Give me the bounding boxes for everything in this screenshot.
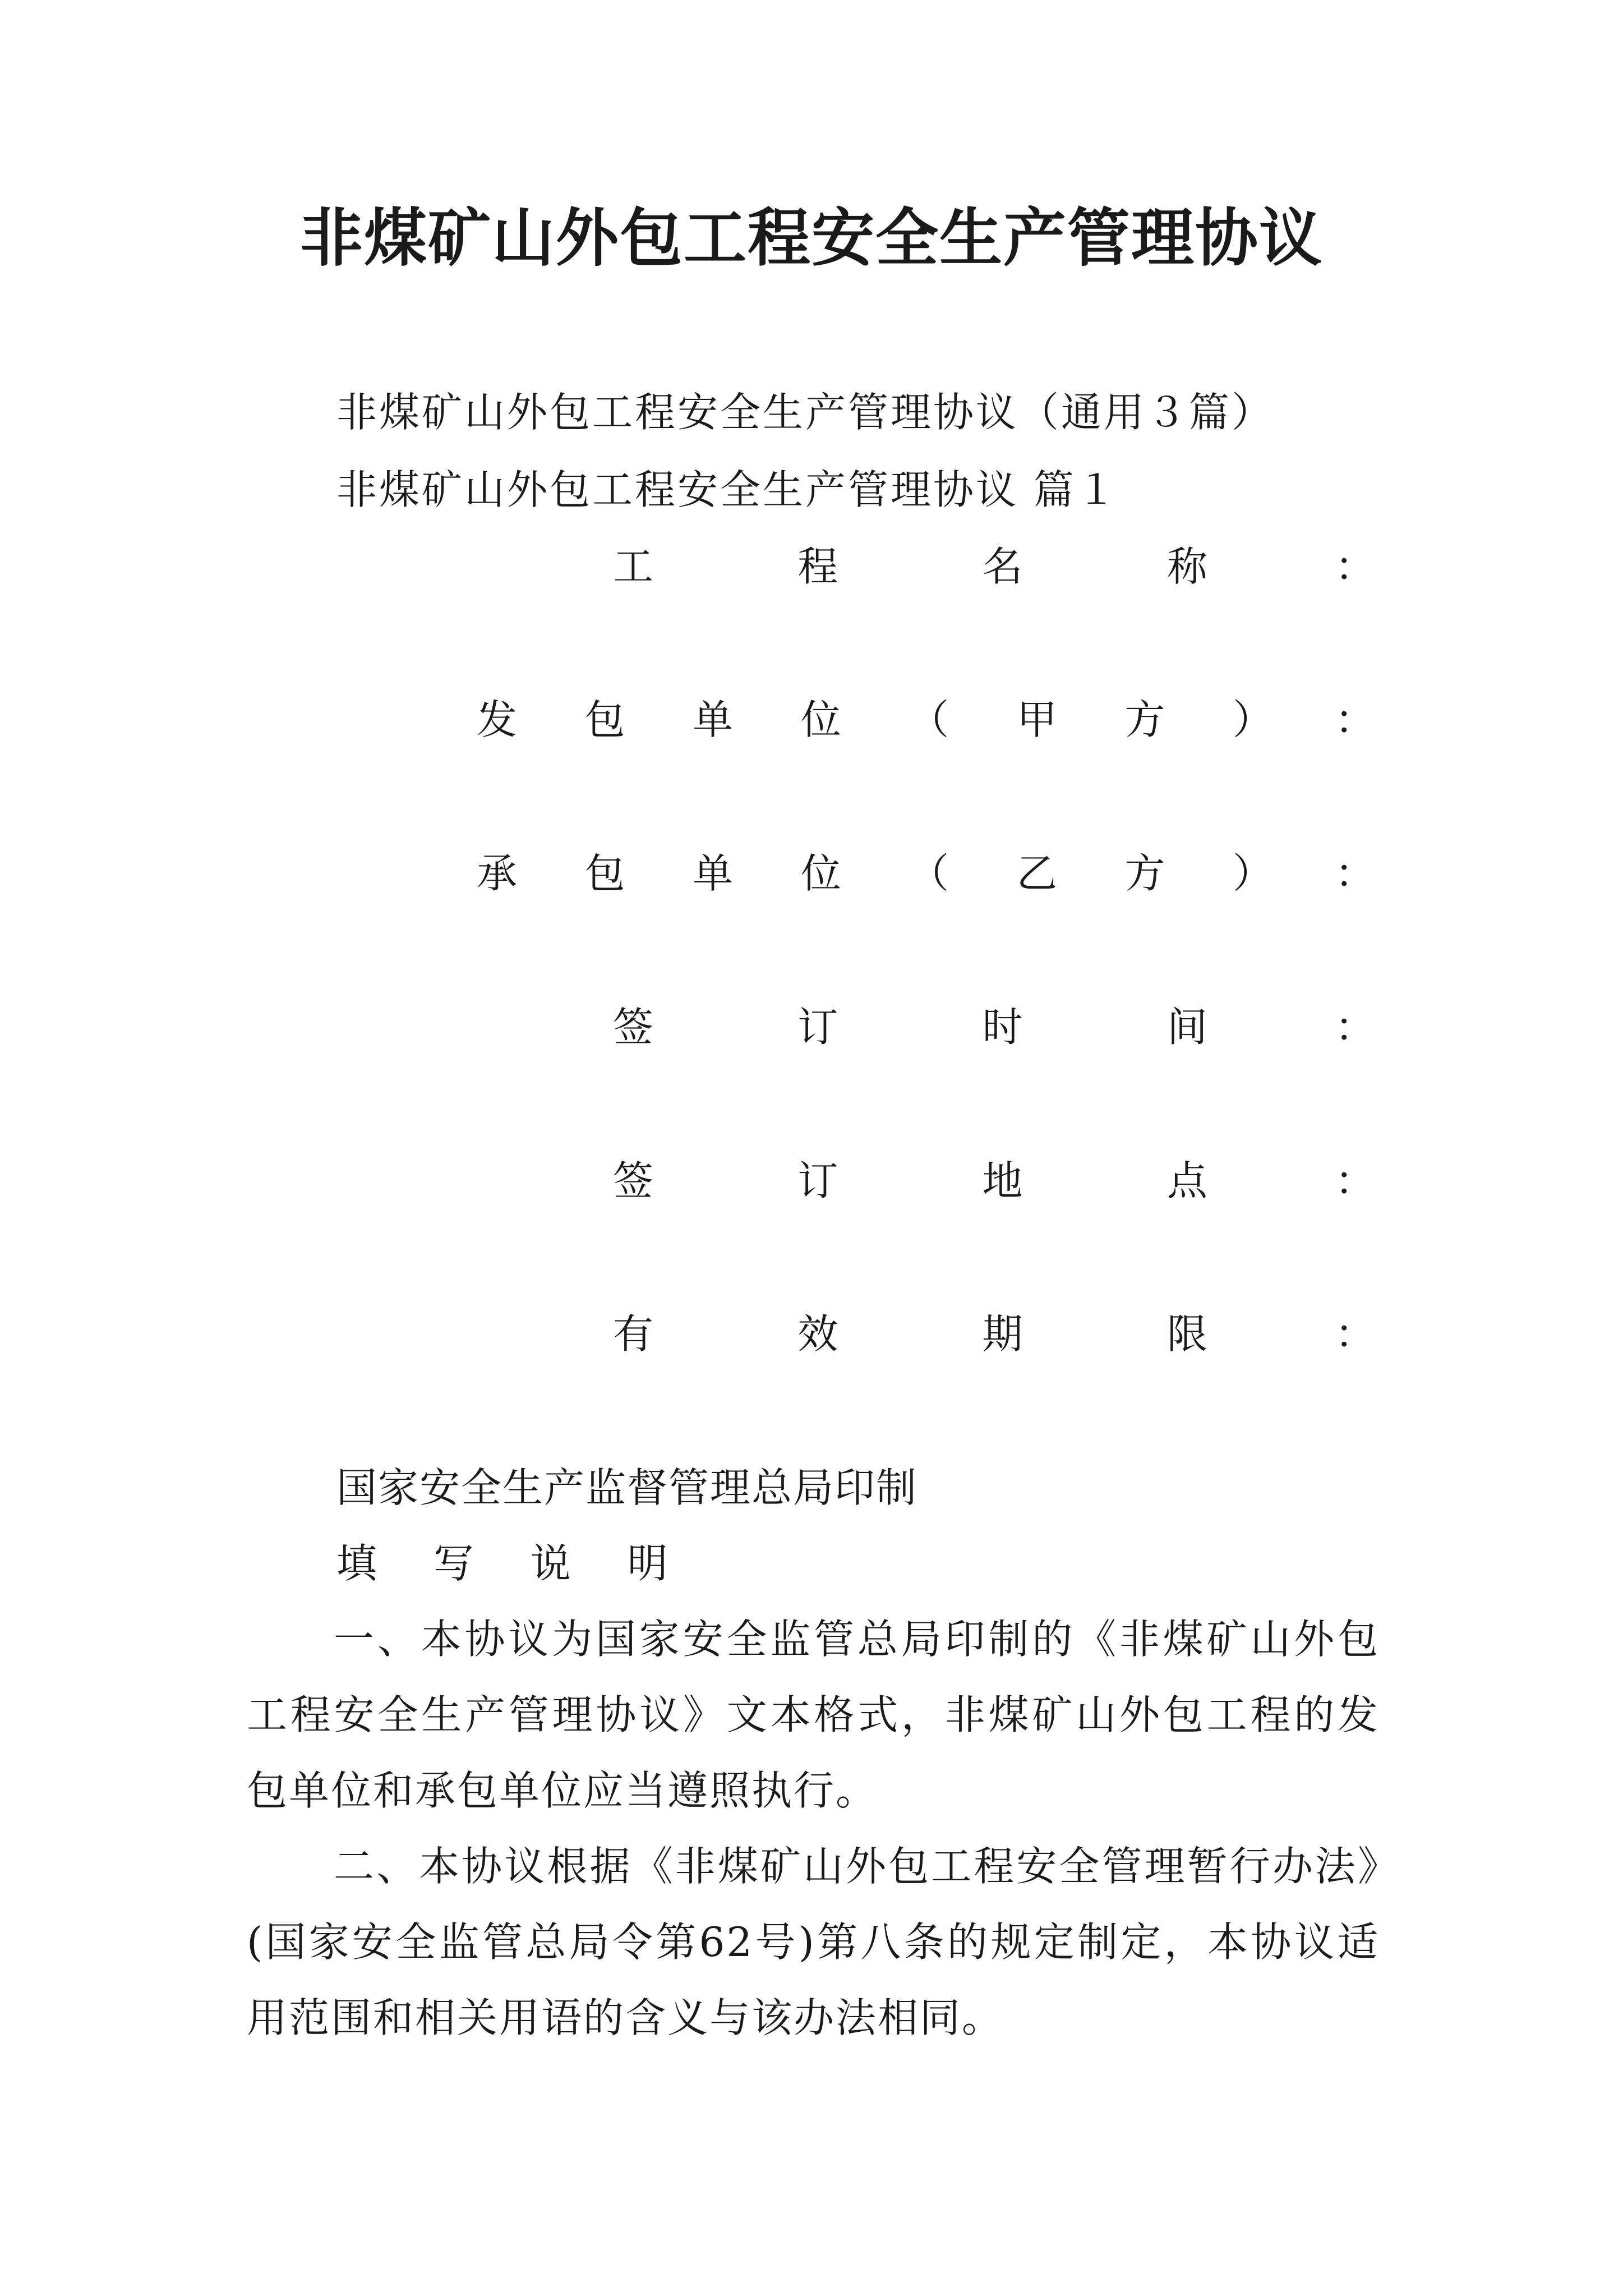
field-char: 单 <box>693 850 734 897</box>
field-char: 限 <box>1166 1310 1207 1358</box>
field-contracting-party <box>477 694 1273 745</box>
field-colon: ： <box>1335 543 1376 590</box>
instruction-paragraph-2: 二、本协议根据《非煤矿山外包工程安全管理暂行办法》(国家安全监管总局令第62号)第八条的规定制定，本协议适用范围和相关用语的含义与该办法相同。 <box>247 1843 1380 2041</box>
field-validity-period <box>613 1309 1207 1359</box>
field-char: 时 <box>982 1004 1023 1051</box>
field-char: 名 <box>982 543 1023 590</box>
field-char: 包 <box>584 696 625 743</box>
field-char: 签 <box>613 1004 654 1051</box>
field-char: ） <box>1232 696 1273 743</box>
field-contractor-party <box>477 848 1273 899</box>
field-signing-place <box>613 1156 1207 1206</box>
field-char: 甲 <box>1016 696 1057 743</box>
field-char: 期 <box>982 1310 1023 1358</box>
field-char: 间 <box>1166 1004 1207 1051</box>
field-colon: ： <box>1335 1157 1376 1204</box>
field-colon: ： <box>1335 1004 1376 1051</box>
heading-char: 填 <box>336 1540 377 1587</box>
field-char: 地 <box>982 1157 1023 1204</box>
field-char: 包 <box>584 850 625 897</box>
field-colon: ： <box>1335 850 1376 897</box>
field-char: 点 <box>1166 1157 1207 1204</box>
field-char: 有 <box>613 1310 654 1358</box>
field-char: 方 <box>1124 850 1165 897</box>
field-char: 效 <box>797 1310 838 1358</box>
field-char: 位 <box>800 850 841 897</box>
field-colon: ： <box>1335 696 1376 743</box>
subtitle-general: 非煤矿山外包工程安全生产管理协议（通用３篇） <box>336 389 1275 436</box>
instruction-paragraph-1: 一、本协议为国家安全监管总局印制的《非煤矿山外包工程安全生产管理协议》文本格式，非煤矿山外包工程的发包单位和承包单位应当遵照执行。 <box>247 1616 1380 1814</box>
field-char: 位 <box>800 696 841 743</box>
field-signing-time <box>613 1002 1207 1052</box>
field-char: 工 <box>613 543 654 590</box>
field-char: 方 <box>1124 696 1165 743</box>
field-char: ） <box>1232 850 1273 897</box>
field-char: 订 <box>797 1157 838 1204</box>
heading-char: 写 <box>433 1540 474 1587</box>
field-char: 乙 <box>1016 850 1057 897</box>
field-colon: ： <box>1335 1310 1376 1358</box>
field-char: （ <box>909 696 949 743</box>
field-char: 签 <box>613 1157 654 1204</box>
field-char: （ <box>909 850 949 897</box>
heading-char: 明 <box>627 1540 668 1587</box>
field-char: 承 <box>477 850 518 897</box>
field-project-name <box>613 541 1207 592</box>
heading-char: 说 <box>530 1540 571 1587</box>
instructions-heading <box>336 1538 712 1589</box>
field-char: 订 <box>797 1004 838 1051</box>
field-char: 称 <box>1166 543 1207 590</box>
field-char: 发 <box>477 696 518 743</box>
subtitle-part: 非煤矿山外包工程安全生产管理协议 篇１ <box>336 466 1119 513</box>
field-char: 单 <box>693 696 734 743</box>
page-title: 非煤矿山外包工程安全生产管理协议 <box>300 201 1323 275</box>
field-char: 程 <box>797 543 838 590</box>
issuer-line: 国家安全生产监督管理总局印制 <box>336 1464 918 1511</box>
